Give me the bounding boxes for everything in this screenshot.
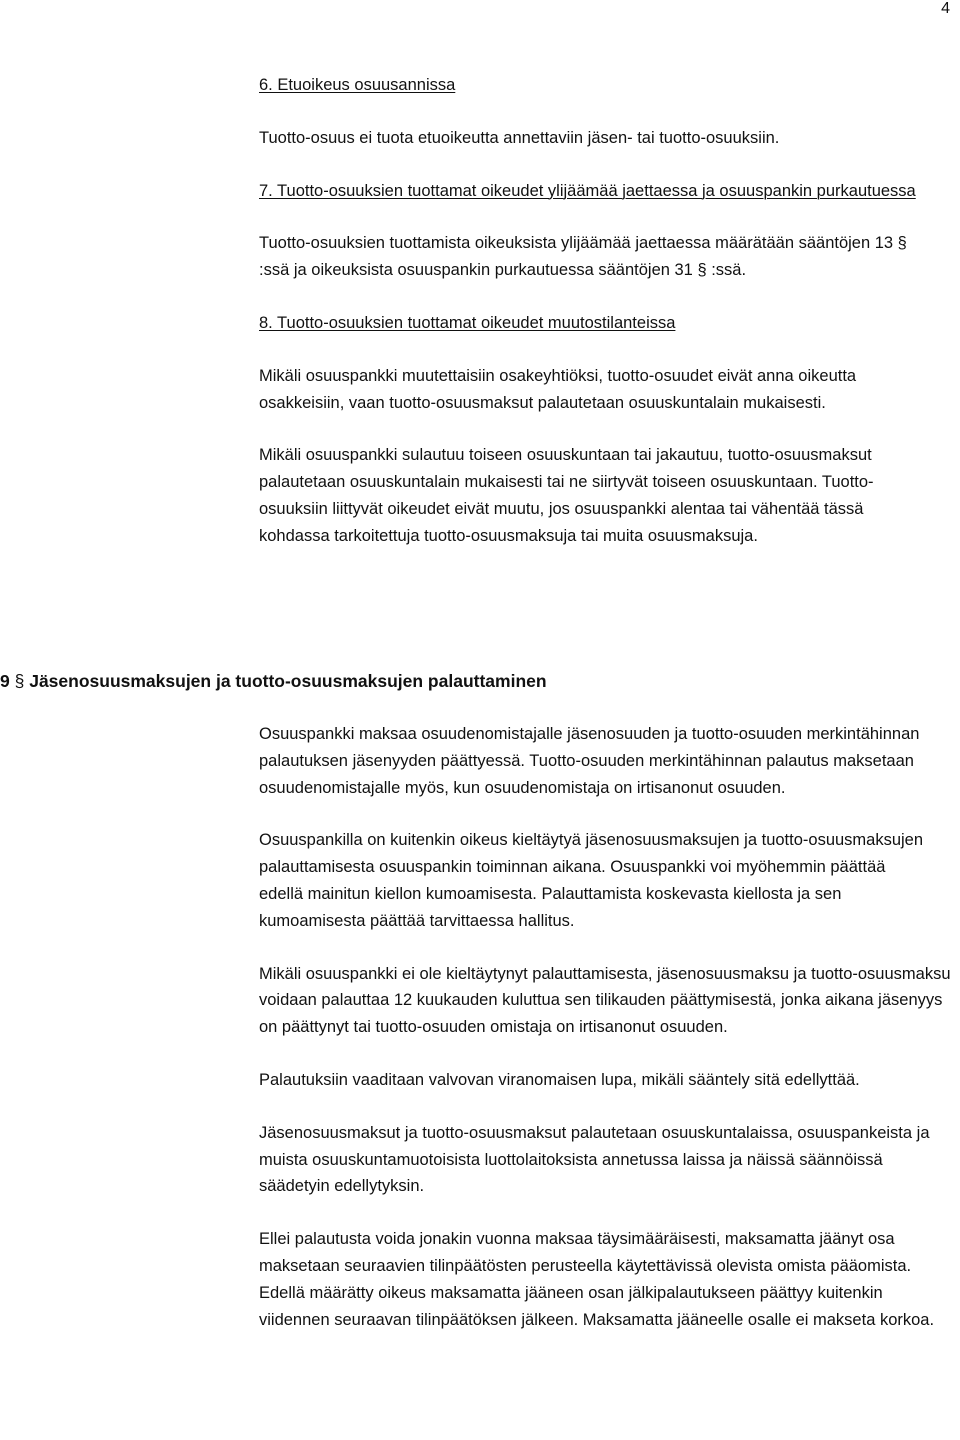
page-number: 4 <box>941 0 950 17</box>
section-7-text: Tuotto-osuuksien tuottamista oikeuksista ylijäämää jaettaessa määrätään sääntöjen 13 § :ssä ja oikeuksista osuuspankin purkautuessa sääntöjen 31 § :ssä. <box>259 234 907 280</box>
section-8-paragraph-2: Mikäli osuuspankki sulautuu toiseen osuuskuntaan tai jakautuu, tuotto-osuusmaksut palautetaan osuuskuntalain mukaisesti tai ne siirtyvät toiseen osuuskuntaan. Tuotto-osuuksiin liittyvät oikeudet eivät muutu, jos osuuspankki alentaa tai vähentää tässä kohdassa tarkoitettuja tuotto-osuusmaksuja tai muita osuusmaksuja. <box>259 446 874 545</box>
section-9-paragraph-5: Jäsenosuusmaksut ja tuotto-osuusmaksut palautetaan osuuskuntalaissa, osuuspankeista ja muista osuuskuntamuotoisista luottolaitoksista annetussa laissa ja näissä säännöissä säädetyin edellytyksin. <box>259 1123 930 1196</box>
section-8-paragraph-1: Mikäli osuuspankki muutettaisiin osakeyhtiöksi, tuotto-osuudet eivät anna oikeutta osakkeisiin, vaan tuotto-osuusmaksut palautetaan osuuskuntalain mukaisesti. <box>259 366 857 412</box>
section-6-heading: 6. Etuoikeus osuusannissa <box>259 76 456 94</box>
section-7-heading: 7. Tuotto-osuuksien tuottamat oikeudet ylijäämää jaettaessa ja osuuspankin purkautuessa <box>259 181 916 200</box>
section-9-heading <box>0 668 960 694</box>
section-9-number: 9 <box>0 671 10 691</box>
sections-6-8 <box>259 72 959 550</box>
section-9-paragraph-4: Palautuksiin vaaditaan valvovan viranomaisen lupa, mikäli sääntely sitä edellyttää. <box>259 1070 860 1089</box>
section-9-paragraph-6: Ellei palautusta voida jonakin vuonna maksaa täysimääräisesti, maksamatta jäänyt osa maksetaan seuraavien tilinpäätösten perusteella käytettävissä olevista omista pääomista. Edellä määrätty oikeus maksamatta jääneen osan jälkipalautukseen päättyy kuitenkin viidennen seuraavan tilinpäätöksen jälkeen. Maksamatta jääneelle osalle ei makseta korkoa. <box>259 1230 935 1329</box>
section-9-body <box>259 721 959 1333</box>
section-8-heading: 8. Tuotto-osuuksien tuottamat oikeudet muutostilanteissa <box>259 313 676 332</box>
section-sign: § <box>14 671 25 691</box>
section-9-paragraph-3: Mikäli osuuspankki ei ole kieltäytynyt palauttamisesta, jäsenosuusmaksu ja tuotto-osuusmaksu voidaan palauttaa 12 kuukauden kuluttua sen tilikauden päättymisestä, jonka aikana jäsenyys on päättynyt tai tuotto-osuuden omistaja on irtisanonut osuuden. <box>259 964 951 1037</box>
section-9-title: Jäsenosuusmaksujen ja tuotto-osuusmaksujen palauttaminen <box>29 671 547 691</box>
section-9-paragraph-1: Osuuspankki maksaa osuudenomistajalle jäsenosuuden ja tuotto-osuuden merkintähinnan palautuksen jäsenyyden päättyessä. Tuotto-osuuden merkintähinnan palautus maksetaan osuudenomistajalle myös, kun osuudenomistaja on irtisanonut osuuden. <box>259 725 920 797</box>
section-6-text: Tuotto-osuus ei tuota etuoikeutta annettaviin jäsen- tai tuotto-osuuksiin. <box>259 128 780 147</box>
section-9-paragraph-2: Osuuspankilla on kuitenkin oikeus kieltäytyä jäsenosuusmaksujen ja tuotto-osuusmaksujen palauttamisesta osuuspankin toiminnan aikana. Osuuspankki voi myöhemmin päättää edellä mainitun kiellon kumoamisesta. Palauttamista koskevasta kiellosta ja sen kumoamisesta päättää tarvittaessa hallitus. <box>259 831 924 930</box>
